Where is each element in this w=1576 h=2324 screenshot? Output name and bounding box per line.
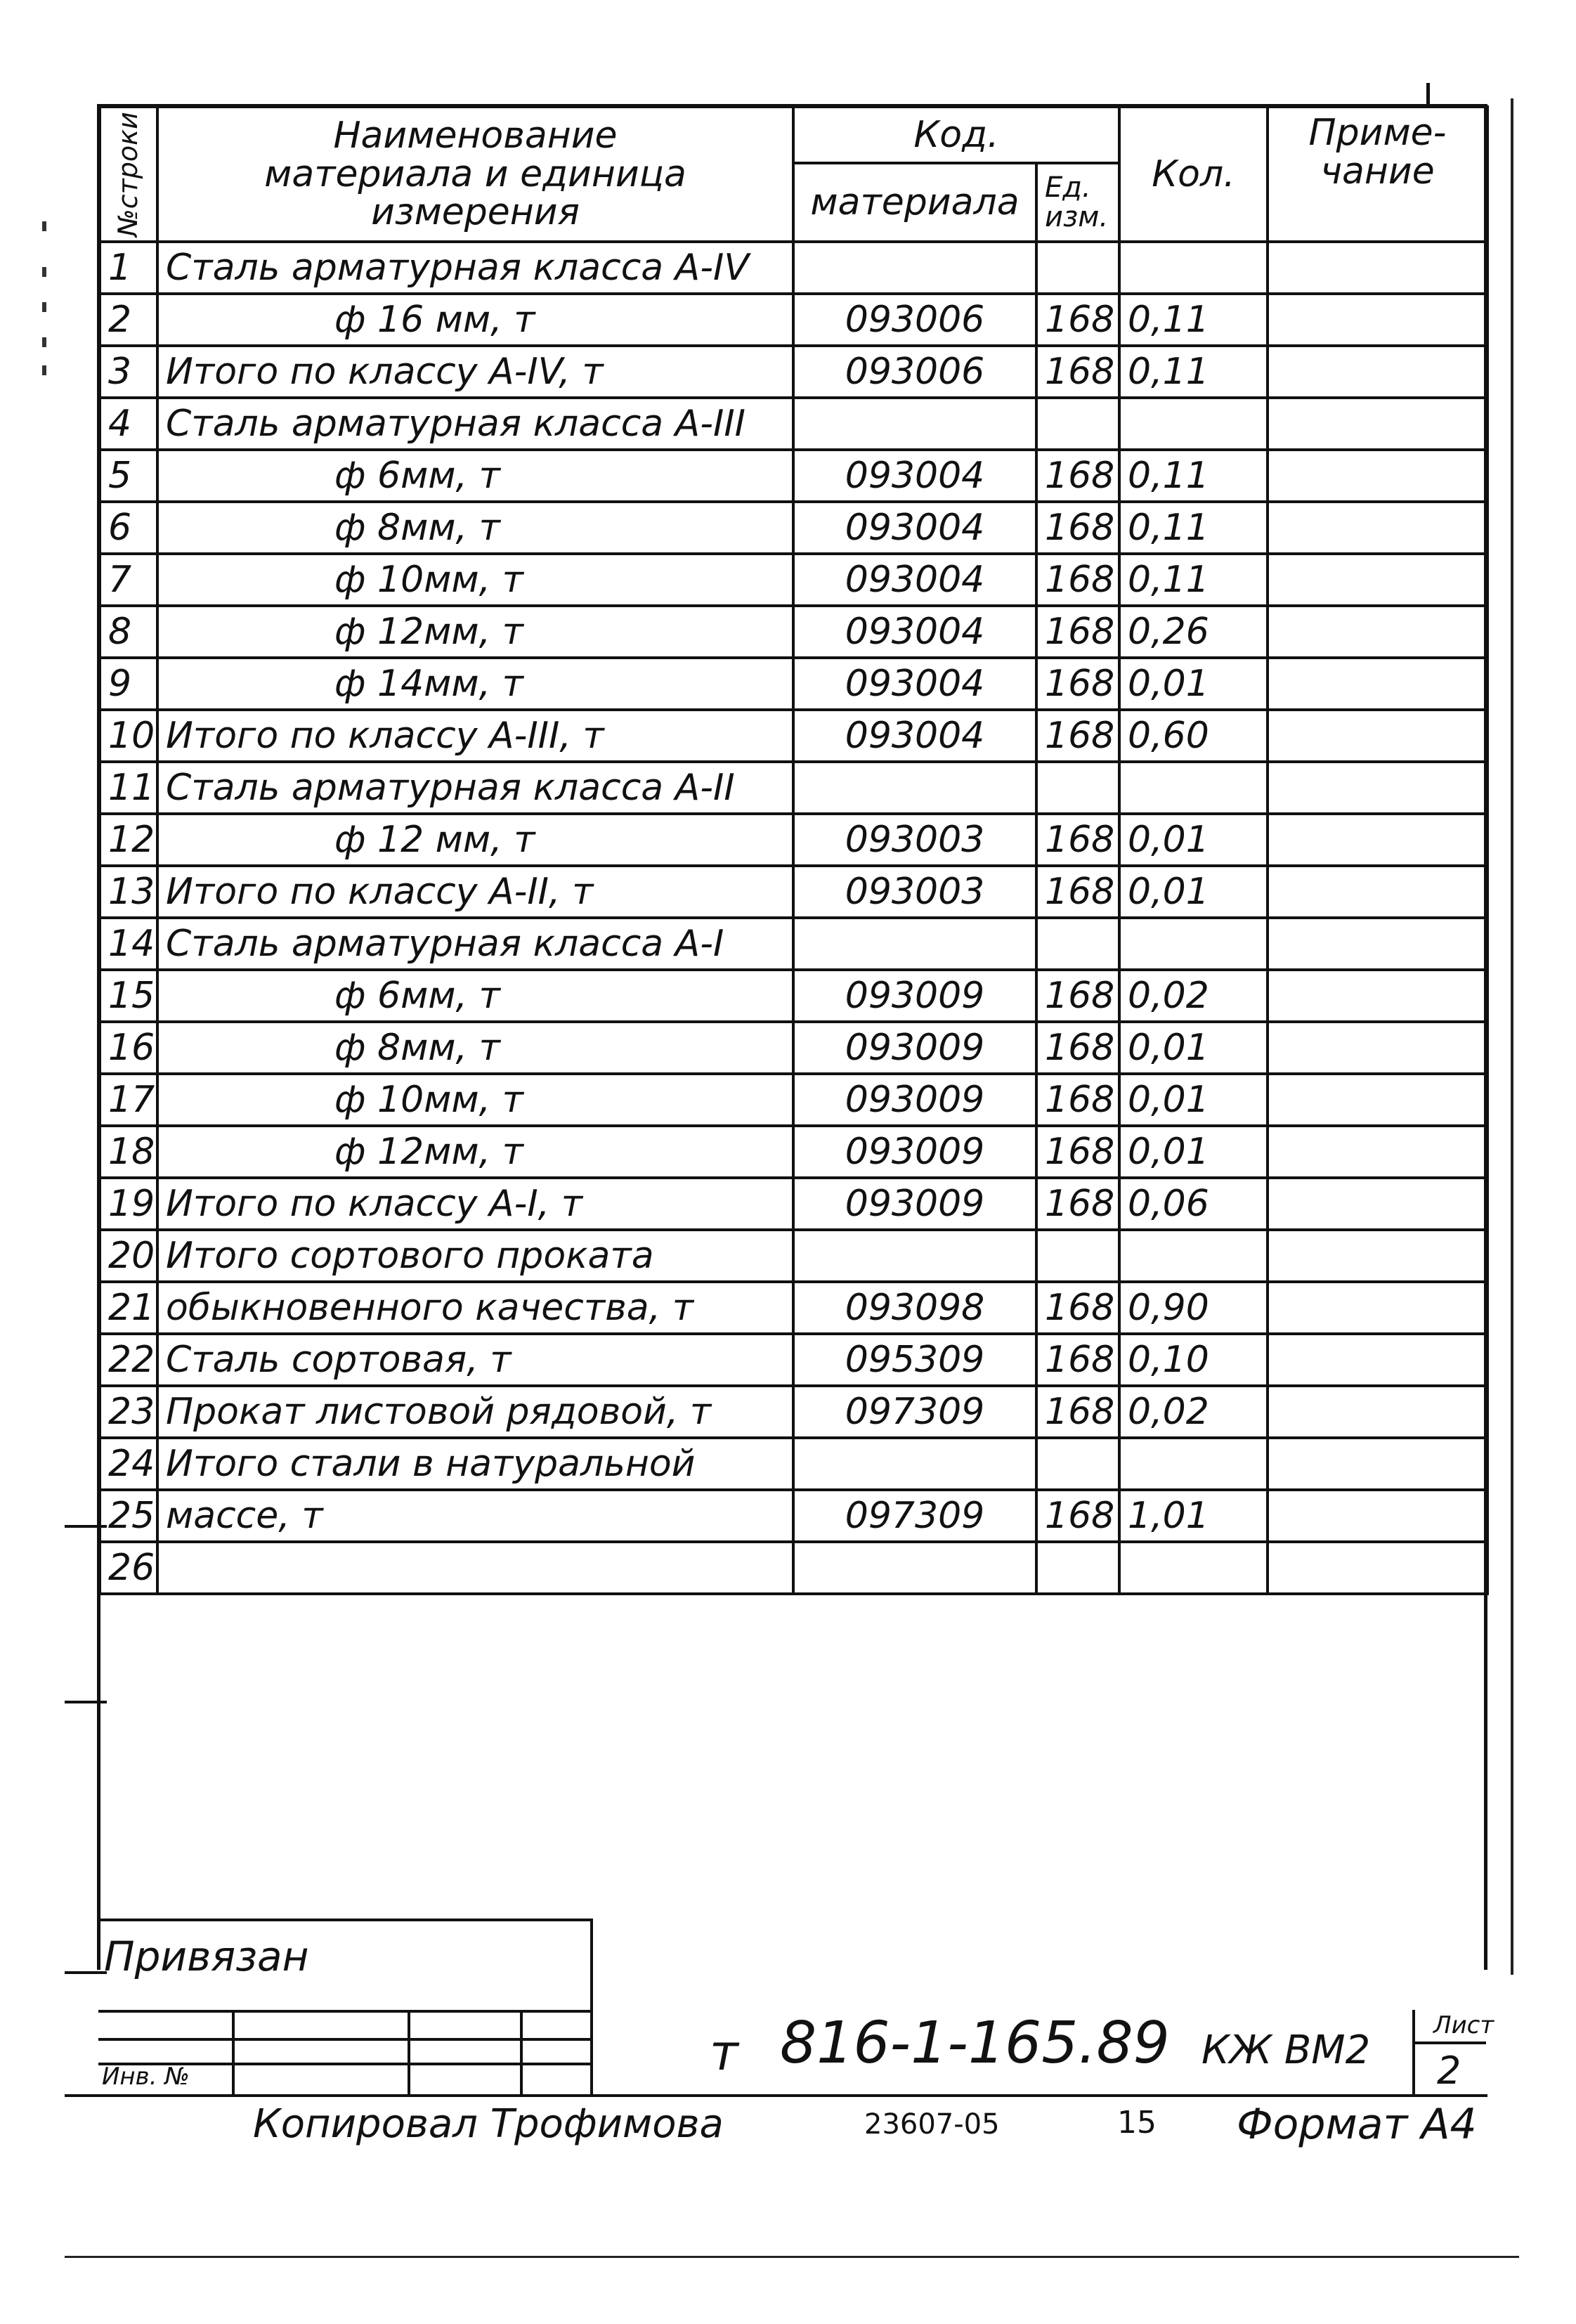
material-code-cell: 093003 (793, 866, 1036, 918)
unit-code-cell (1036, 1542, 1119, 1594)
material-code-cell: 093009 (793, 1022, 1036, 1074)
note-cell (1268, 970, 1487, 1022)
table-row (100, 762, 1487, 814)
table-row (100, 1490, 1487, 1542)
material-name-cell: Сталь арматурная класса А-IV (157, 242, 793, 294)
header-quantity: Кол. (1119, 107, 1268, 242)
table-row (100, 346, 1487, 398)
table-row (100, 1334, 1487, 1386)
unit-code-cell (1036, 242, 1119, 294)
quantity-cell: 0,01 (1119, 814, 1268, 866)
quantity-cell (1119, 398, 1268, 450)
table-row (100, 1074, 1487, 1126)
note-cell (1268, 1386, 1487, 1438)
unit-code-cell: 168 (1036, 814, 1119, 866)
quantity-cell: 0,02 (1119, 1386, 1268, 1438)
paper-format: Формат А4 (1237, 2100, 1477, 2149)
material-code-cell: 093006 (793, 346, 1036, 398)
row-number-cell: 16 (100, 1022, 157, 1074)
row-number-cell: 26 (100, 1542, 157, 1594)
quantity-cell: 0,02 (1119, 970, 1268, 1022)
note-cell (1268, 1126, 1487, 1178)
table-row (100, 606, 1487, 658)
row-number-cell: 13 (100, 866, 157, 918)
header-unit-line2: изм. (1045, 201, 1109, 233)
material-code-cell: 093004 (793, 658, 1036, 710)
quantity-cell (1119, 1438, 1268, 1490)
row-number-cell: 6 (100, 502, 157, 554)
table-row (100, 710, 1487, 762)
material-name-cell: ф 12мм, т (157, 1126, 793, 1178)
binding-hole-mark (42, 337, 46, 347)
material-name-cell: ф 14мм, т (157, 658, 793, 710)
row-number-cell: 10 (100, 710, 157, 762)
note-cell (1268, 1490, 1487, 1542)
material-name-cell: Итого сортового проката (157, 1230, 793, 1282)
sheet-number: 2 (1437, 2049, 1461, 2093)
unit-code-cell: 168 (1036, 1126, 1119, 1178)
material-name-cell: ф 6мм, т (157, 450, 793, 502)
quantity-cell: 0,60 (1119, 710, 1268, 762)
row-number-cell: 11 (100, 762, 157, 814)
material-name-cell: Итого по классу А-III, т (157, 710, 793, 762)
row-number-cell: 24 (100, 1438, 157, 1490)
row-number-cell: 18 (100, 1126, 157, 1178)
note-cell (1268, 502, 1487, 554)
note-cell (1268, 294, 1487, 346)
table-row (100, 1386, 1487, 1438)
row-number-cell: 22 (100, 1334, 157, 1386)
material-code-cell: 093004 (793, 554, 1036, 606)
unit-code-cell: 168 (1036, 970, 1119, 1022)
table-row (100, 502, 1487, 554)
quantity-cell: 0,11 (1119, 502, 1268, 554)
unit-code-cell: 168 (1036, 606, 1119, 658)
note-cell (1268, 450, 1487, 502)
table-row (100, 398, 1487, 450)
material-code-cell: 093009 (793, 1074, 1036, 1126)
sheet-box-line (1412, 2010, 1415, 2094)
quantity-cell: 0,06 (1119, 1178, 1268, 1230)
row-number-cell: 1 (100, 242, 157, 294)
header-name-line2: материала и единица (264, 152, 686, 195)
unit-code-cell (1036, 1230, 1119, 1282)
unit-code-cell: 168 (1036, 554, 1119, 606)
material-code-cell (793, 1542, 1036, 1594)
page-number: 15 (1117, 2105, 1157, 2141)
header-row-number: №строки (100, 107, 157, 242)
specification-table (98, 105, 1489, 1595)
quantity-cell (1119, 242, 1268, 294)
stamp-line (408, 2010, 410, 2094)
unit-code-cell: 168 (1036, 346, 1119, 398)
unit-code-cell (1036, 398, 1119, 450)
material-code-cell (793, 398, 1036, 450)
material-code-cell: 093009 (793, 970, 1036, 1022)
inventory-label: Инв. № (102, 2063, 190, 2091)
material-name-cell: ф 16 мм, т (157, 294, 793, 346)
material-name-cell: ф 12 мм, т (157, 814, 793, 866)
unit-code-cell: 168 (1036, 1074, 1119, 1126)
stamp-line (232, 2010, 235, 2094)
table-row (100, 866, 1487, 918)
table-row (100, 554, 1487, 606)
table-row (100, 1542, 1487, 1594)
material-name-cell (157, 1542, 793, 1594)
header-note (1268, 107, 1487, 242)
row-number-cell: 9 (100, 658, 157, 710)
edge-mark (65, 1971, 107, 1974)
quantity-cell: 0,01 (1119, 1074, 1268, 1126)
material-name-cell: Сталь арматурная класса А-III (157, 398, 793, 450)
quantity-cell: 0,11 (1119, 294, 1268, 346)
table-row (100, 1282, 1487, 1334)
unit-code-cell (1036, 918, 1119, 970)
unit-code-cell: 168 (1036, 502, 1119, 554)
material-code-cell: 093009 (793, 1178, 1036, 1230)
note-cell (1268, 1542, 1487, 1594)
material-code-cell (793, 762, 1036, 814)
note-cell (1268, 814, 1487, 866)
material-name-cell: ф 10мм, т (157, 554, 793, 606)
material-code-cell: 093004 (793, 502, 1036, 554)
binding-hole-mark (42, 302, 46, 312)
row-number-cell: 12 (100, 814, 157, 866)
table-row (100, 814, 1487, 866)
material-code-cell: 093006 (793, 294, 1036, 346)
page-bottom-line (65, 2256, 1519, 2258)
note-cell (1268, 1178, 1487, 1230)
header-material-name (157, 107, 793, 242)
note-cell (1268, 658, 1487, 710)
unit-code-cell: 168 (1036, 1178, 1119, 1230)
unit-code-cell (1036, 762, 1119, 814)
binding-hole-mark (42, 365, 46, 375)
binding-hole-mark (42, 221, 46, 231)
stamp-bottom-line (65, 2094, 1487, 2097)
unit-code-cell: 168 (1036, 1490, 1119, 1542)
right-margin-line (1511, 98, 1513, 1975)
sheet-box-line (1412, 2041, 1486, 2044)
material-code-cell (793, 1230, 1036, 1282)
material-code-cell: 093004 (793, 606, 1036, 658)
table-row (100, 658, 1487, 710)
stamp-line (98, 1919, 590, 1921)
sheet-label: Лист (1433, 2011, 1494, 2039)
document-number: 816-1-165.89 (780, 2010, 1170, 2077)
material-name-cell: ф 10мм, т (157, 1074, 793, 1126)
row-number-cell: 3 (100, 346, 157, 398)
doc-prefix: т (710, 2024, 738, 2082)
material-code-cell: 095309 (793, 1334, 1036, 1386)
header-note-line1: Приме- (1308, 112, 1447, 154)
material-name-cell: Сталь сортовая, т (157, 1334, 793, 1386)
note-cell (1268, 606, 1487, 658)
header-code-material: материала (793, 163, 1036, 242)
quantity-cell: 0,01 (1119, 1022, 1268, 1074)
material-name-cell: обыкновенного качества, т (157, 1282, 793, 1334)
unit-code-cell: 168 (1036, 1386, 1119, 1438)
quantity-cell: 0,11 (1119, 554, 1268, 606)
material-name-cell: Итого по классу А-I, т (157, 1178, 793, 1230)
note-cell (1268, 1074, 1487, 1126)
quantity-cell (1119, 1230, 1268, 1282)
header-note-line2: чание (1320, 150, 1435, 193)
row-number-cell: 23 (100, 1386, 157, 1438)
document-code: КЖ ВМ2 (1201, 2027, 1371, 2073)
material-code-cell (793, 1438, 1036, 1490)
table-row (100, 450, 1487, 502)
material-code-cell (793, 918, 1036, 970)
row-number-cell: 15 (100, 970, 157, 1022)
material-name-cell: Сталь арматурная класса А-II (157, 762, 793, 814)
row-number-cell: 5 (100, 450, 157, 502)
quantity-cell: 0,01 (1119, 866, 1268, 918)
row-number-cell: 25 (100, 1490, 157, 1542)
unit-code-cell: 168 (1036, 294, 1119, 346)
order-number: 23607-05 (864, 2108, 1000, 2141)
stamp-line (520, 2010, 523, 2094)
quantity-cell: 0,26 (1119, 606, 1268, 658)
material-code-cell: 093098 (793, 1282, 1036, 1334)
header-unit-line1: Ед. (1045, 171, 1091, 204)
material-code-cell: 093009 (793, 1126, 1036, 1178)
header-name-line1: Наименование (333, 115, 618, 157)
material-name-cell: ф 8мм, т (157, 502, 793, 554)
unit-code-cell: 168 (1036, 1334, 1119, 1386)
material-code-cell: 093003 (793, 814, 1036, 866)
note-cell (1268, 1230, 1487, 1282)
header-name-line3: измерения (371, 191, 580, 234)
note-cell (1268, 1438, 1487, 1490)
table-row (100, 1438, 1487, 1490)
table-row (100, 970, 1487, 1022)
note-cell (1268, 918, 1487, 970)
note-cell (1268, 1022, 1487, 1074)
material-name-cell: Итого стали в натуральной (157, 1438, 793, 1490)
material-code-cell: 097309 (793, 1386, 1036, 1438)
table-row (100, 1178, 1487, 1230)
quantity-cell (1119, 918, 1268, 970)
row-number-cell: 20 (100, 1230, 157, 1282)
table-row (100, 1230, 1487, 1282)
unit-code-cell: 168 (1036, 866, 1119, 918)
header-code-unit (1036, 163, 1119, 242)
unit-code-cell (1036, 1438, 1119, 1490)
note-cell (1268, 710, 1487, 762)
note-cell (1268, 346, 1487, 398)
material-name-cell: Итого по классу А-II, т (157, 866, 793, 918)
unit-code-cell: 168 (1036, 1022, 1119, 1074)
row-number-cell: 8 (100, 606, 157, 658)
row-number-cell: 17 (100, 1074, 157, 1126)
material-code-cell: 093004 (793, 450, 1036, 502)
material-code-cell: 093004 (793, 710, 1036, 762)
note-cell (1268, 554, 1487, 606)
edge-mark (65, 1701, 107, 1703)
unit-code-cell: 168 (1036, 1282, 1119, 1334)
material-name-cell: ф 6мм, т (157, 970, 793, 1022)
quantity-cell (1119, 1542, 1268, 1594)
unit-code-cell: 168 (1036, 710, 1119, 762)
table-row (100, 242, 1487, 294)
row-number-cell: 14 (100, 918, 157, 970)
row-number-cell: 21 (100, 1282, 157, 1334)
row-number-cell: 19 (100, 1178, 157, 1230)
note-cell (1268, 242, 1487, 294)
table-row (100, 1126, 1487, 1178)
stamp-line (98, 2038, 590, 2041)
row-number-cell: 4 (100, 398, 157, 450)
note-cell (1268, 1282, 1487, 1334)
binding-hole-mark (42, 267, 46, 277)
note-cell (1268, 866, 1487, 918)
material-name-cell: Итого по классу А-IV, т (157, 346, 793, 398)
copied-by: Копировал Трофимова (253, 2101, 724, 2147)
frame-tick (1426, 83, 1430, 104)
quantity-cell: 0,01 (1119, 1126, 1268, 1178)
unit-code-cell: 168 (1036, 658, 1119, 710)
material-name-cell: Прокат листовой рядовой, т (157, 1386, 793, 1438)
table-row (100, 918, 1487, 970)
material-name-cell: ф 12мм, т (157, 606, 793, 658)
row-number-cell: 2 (100, 294, 157, 346)
quantity-cell: 1,01 (1119, 1490, 1268, 1542)
quantity-cell: 0,11 (1119, 450, 1268, 502)
quantity-cell (1119, 762, 1268, 814)
stamp-line (590, 1919, 593, 1969)
material-code-cell (793, 242, 1036, 294)
material-code-cell: 097309 (793, 1490, 1036, 1542)
quantity-cell: 0,01 (1119, 658, 1268, 710)
table-row (100, 294, 1487, 346)
quantity-cell: 0,90 (1119, 1282, 1268, 1334)
table-row (100, 1022, 1487, 1074)
unit-code-cell: 168 (1036, 450, 1119, 502)
header-code: Код. (793, 107, 1119, 163)
quantity-cell: 0,10 (1119, 1334, 1268, 1386)
row-number-cell: 7 (100, 554, 157, 606)
material-name-cell: ф 8мм, т (157, 1022, 793, 1074)
material-name-cell: Сталь арматурная класса А-I (157, 918, 793, 970)
note-cell (1268, 1334, 1487, 1386)
quantity-cell: 0,11 (1119, 346, 1268, 398)
material-name-cell: массе, т (157, 1490, 793, 1542)
note-cell (1268, 762, 1487, 814)
table-body (100, 242, 1487, 1594)
stamp-line (98, 2010, 590, 2013)
note-cell (1268, 398, 1487, 450)
bound-label: Привязан (104, 1933, 309, 1980)
stamp-line (590, 1968, 593, 2094)
